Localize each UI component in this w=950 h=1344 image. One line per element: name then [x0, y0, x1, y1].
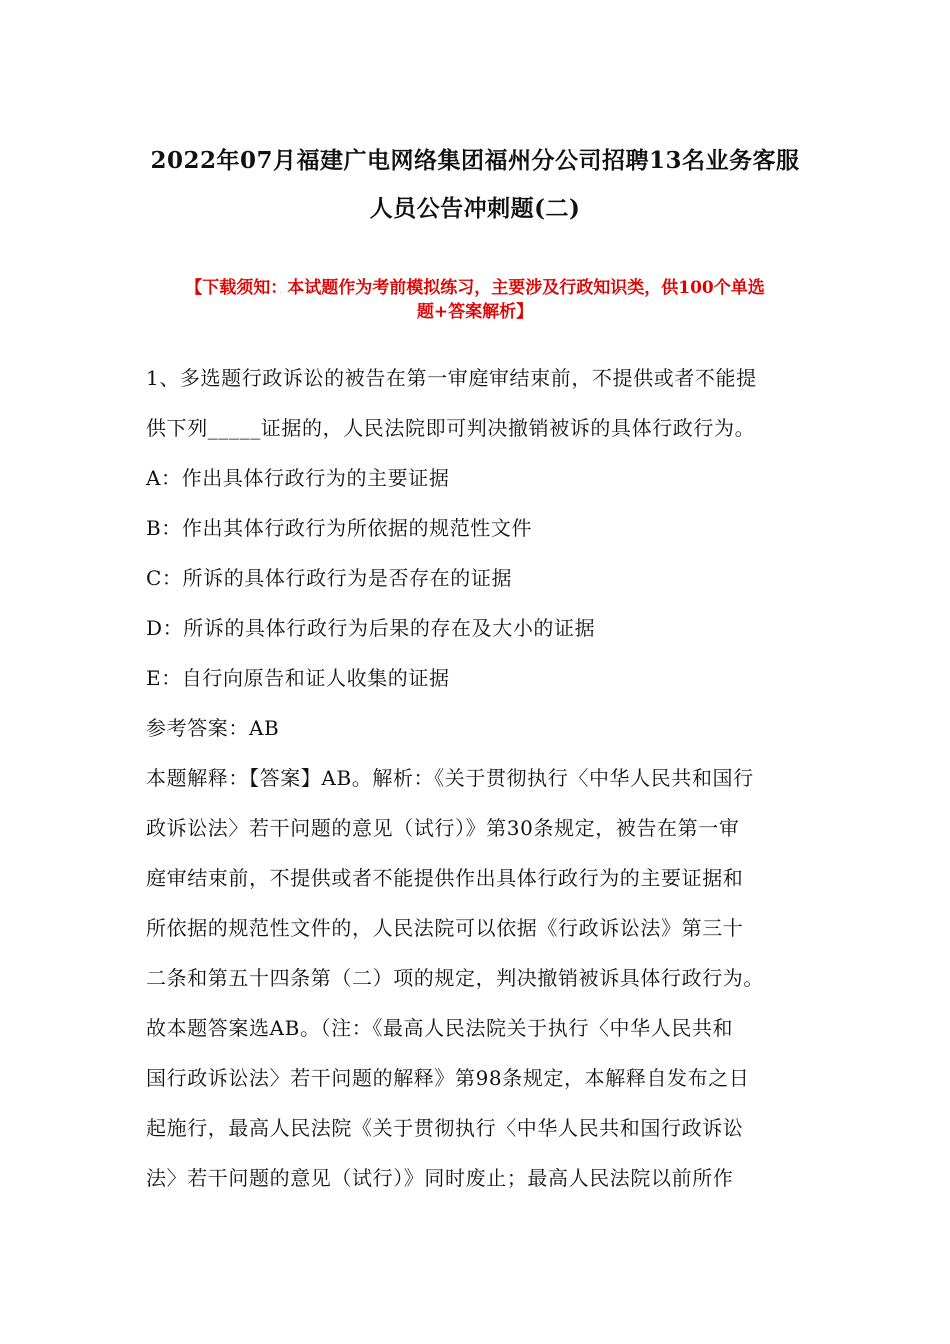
option-a: A：作出具体行政行为的主要证据: [146, 466, 450, 490]
reference-answer: 参考答案：AB: [146, 716, 280, 740]
explanation-line: 故本题答案选AB。（注：《最高人民法院关于执行〈中华人民共和: [146, 1016, 734, 1040]
explanation-line: 庭审结束前，不提供或者不能提供作出具体行政行为的主要证据和: [146, 866, 744, 890]
notice-line-1: 【下载须知：本试题作为考前模拟练习，主要涉及行政知识类，供100个单选: [185, 278, 765, 298]
question-stem-line-2: 供下列_____证据的，人民法院即可判决撤销被诉的具体行政行为。: [146, 416, 756, 440]
option-e: E：自行向原告和证人收集的证据: [146, 666, 450, 690]
explanation-line: 二条和第五十四条第（二）项的规定，判决撤销被诉具体行政行为。: [146, 966, 764, 990]
title-line-1: 2022年07月福建广电网络集团福州分公司招聘13名业务客服: [150, 147, 800, 174]
option-c: C：所诉的具体行政行为是否存在的证据: [146, 566, 513, 590]
explanation-line: 政诉讼法〉若干问题的意见（试行）》第30条规定，被告在第一审: [146, 816, 740, 840]
option-b: B：作出其体行政行为所依据的规范性文件: [146, 516, 533, 540]
explanation-line: 国行政诉讼法〉若干问题的解释》第98条规定，本解释自发布之日: [146, 1066, 750, 1090]
title-line-2: 人员公告冲刺题(二): [369, 195, 581, 222]
option-d: D：所诉的具体行政行为后果的存在及大小的证据: [146, 616, 596, 640]
explanation-line: 法〉若干问题的意见（试行）》同时废止；最高人民法院以前所作: [146, 1166, 734, 1190]
explanation-line: 本题解释：【答案】AB。解析：《关于贯彻执行〈中华人民共和国行: [146, 766, 754, 790]
notice-line-2: 题+答案解析】: [416, 302, 534, 322]
question-stem-line-1: 1、多选题行政诉讼的被告在第一审庭审结束前，不提供或者不能提: [146, 366, 757, 390]
explanation-line: 起施行，最高人民法院《关于贯彻执行〈中华人民共和国行政诉讼: [146, 1116, 744, 1140]
explanation-line: 所依据的规范性文件的，人民法院可以依据《行政诉讼法》第三十: [146, 916, 744, 940]
